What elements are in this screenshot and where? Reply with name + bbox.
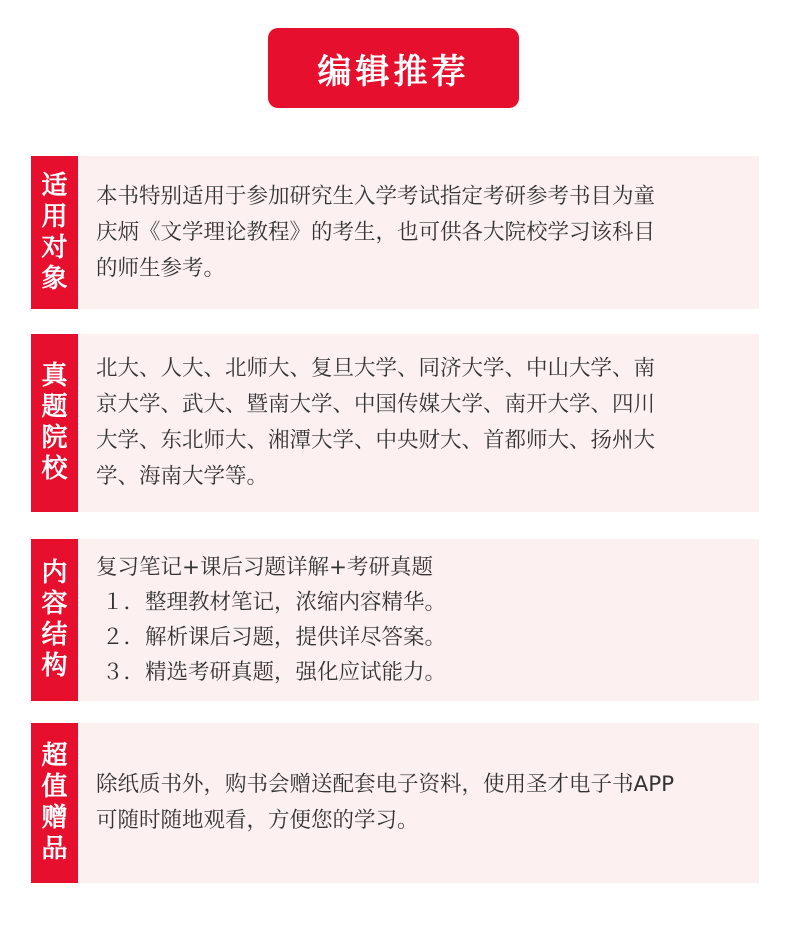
section-target-audience (31, 156, 759, 309)
label-char: 品 (41, 834, 68, 864)
section-label (31, 723, 78, 883)
content-line: 本书特别适用于参加研究生入学考试指定考研参考书目为童 (96, 183, 656, 209)
content-line: 大学、东北师大、湘潭大学、中央财大、首都师大、扬州大 (96, 428, 656, 453)
section-label (31, 539, 78, 701)
content-line: 京大学、武大、暨南大学、中国传媒大学、南开大学、四川 (96, 392, 656, 417)
content-line: ３．精选考研真题，强化应试能力。 (102, 660, 447, 685)
section-bonus-gifts (31, 723, 759, 883)
section-content (78, 539, 759, 701)
label-char: 赠 (41, 803, 68, 833)
label-char: 校 (41, 454, 68, 484)
label-char: 院 (41, 423, 68, 453)
label-char: 结 (41, 620, 68, 650)
section-label (31, 334, 78, 512)
section-content (78, 334, 759, 512)
content-line: １．整理教材笔记，浓缩内容精华。 (102, 590, 447, 615)
content-line: 可随时随地观看，方便您的学习。 (96, 808, 419, 833)
label-char: 用 (41, 201, 68, 232)
label-char: 真 (41, 361, 68, 391)
page-title: 编辑推荐 (268, 28, 519, 108)
label-char: 适 (41, 170, 68, 201)
label-char: 容 (41, 589, 68, 619)
label-char: 对 (41, 232, 68, 263)
content-line: 复习笔记+课后习题详解+考研真题 (96, 555, 434, 580)
content-line: 学、海南大学等。 (96, 464, 269, 489)
label-char: 值 (41, 772, 68, 802)
section-label (31, 156, 78, 309)
label-char: 超 (41, 741, 68, 771)
content-line: ２．解析课后习题，提供详尽答案。 (102, 625, 447, 650)
content-line: 北大、人大、北师大、复旦大学、同济大学、中山大学、南 (96, 356, 656, 381)
section-content-structure (31, 539, 759, 701)
content-line: 的师生参考。 (96, 255, 226, 281)
label-char: 内 (41, 558, 68, 588)
section-content (78, 723, 759, 883)
label-char: 象 (41, 263, 68, 294)
section-content (78, 156, 759, 309)
label-char: 题 (41, 392, 68, 422)
section-exam-universities (31, 334, 759, 512)
content-line: 庆炳《文学理论教程》的考生，也可供各大院校学习该科目 (96, 219, 656, 245)
label-char: 构 (41, 651, 68, 681)
content-line: 除纸质书外，购书会赠送配套电子资料，使用圣才电子书APP (96, 772, 675, 797)
